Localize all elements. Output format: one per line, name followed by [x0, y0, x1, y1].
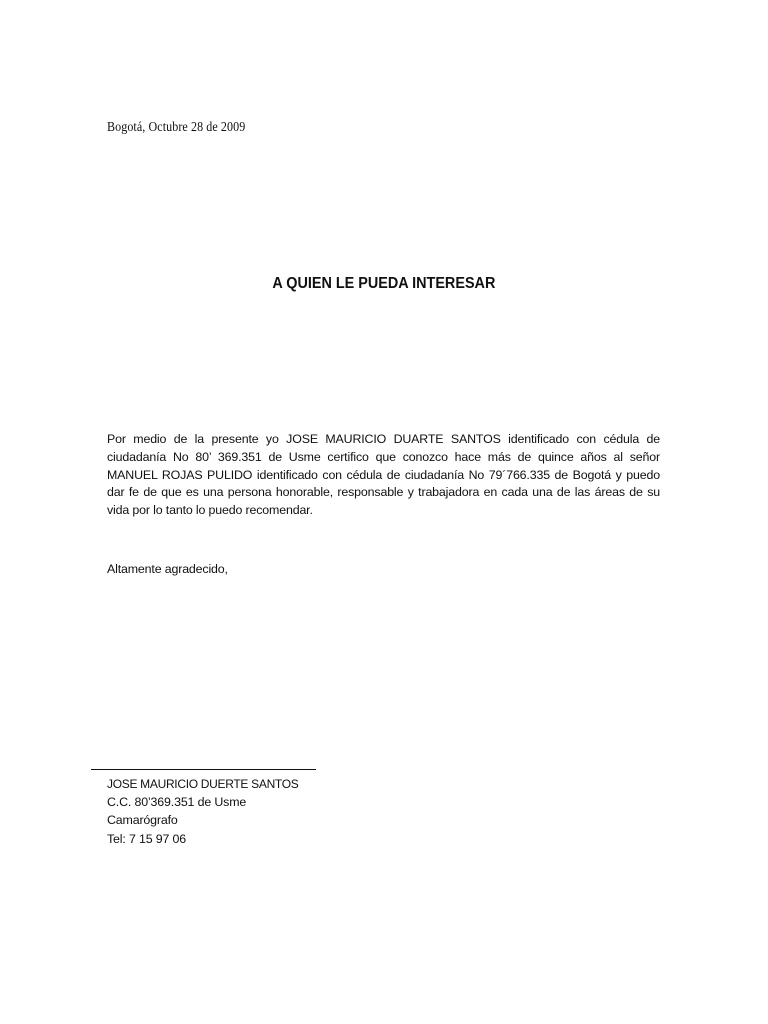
letter-heading: [0, 275, 768, 293]
letter-body: Por medio de la presente yo JOSE MAURICIO DUARTE SANTOS identificado con cédula de ciudadanía No 80’ 369.351 de Usme certifico que conozco hace más de quince años al señor MANUEL ROJAS PULIDO identificado con cédula de ciudadanía No 79´766.335 de Bogotá y puedo dar fe de que es una persona honorable, responsable y trabajadora en cada una de las áreas de su vida por lo tanto lo puedo recomendar.: [107, 432, 660, 518]
signature-block: [107, 775, 299, 848]
signature-line: [91, 769, 316, 770]
date-line: Bogotá, Octubre 28 de 2009: [107, 120, 246, 135]
signer-role: Camarógrafo: [107, 813, 178, 828]
signer-id: C.C. 80’369.351 de Usme: [107, 795, 247, 810]
letter-heading-text: A QUIEN LE PUEDA INTERESAR: [272, 275, 496, 292]
closing-phrase: Altamente agradecido,: [107, 562, 228, 576]
signer-name: JOSE MAURICIO DUERTE SANTOS: [107, 777, 299, 791]
signer-phone: Tel: 7 15 97 06: [107, 831, 187, 846]
